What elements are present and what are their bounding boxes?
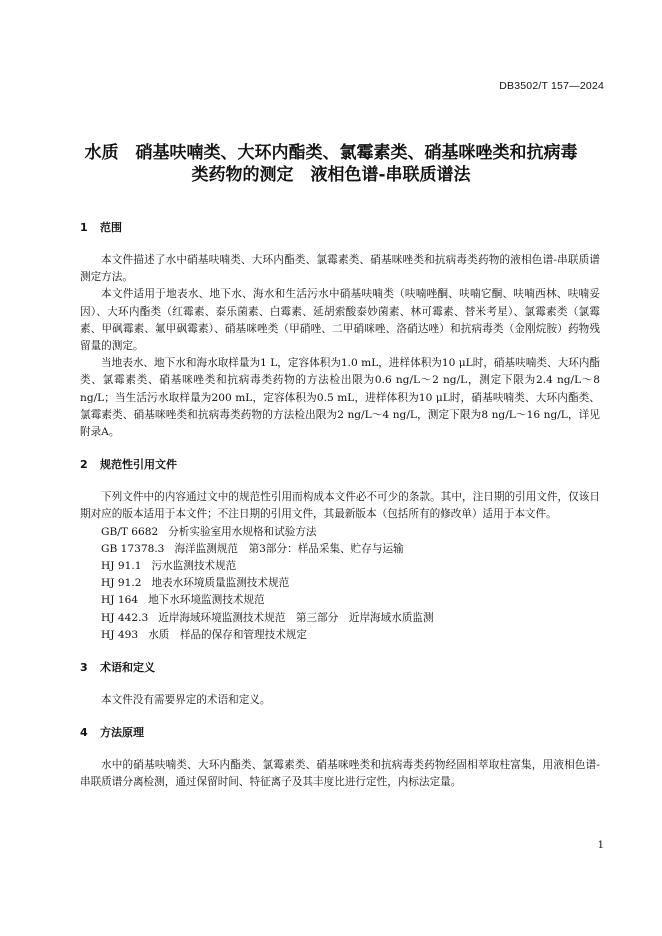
reference-item — [101, 592, 600, 609]
reference-code: GB/T 6682 — [101, 525, 159, 538]
section-title: 范围 — [100, 221, 122, 234]
page-number: 1 — [597, 840, 604, 851]
reference-title: 分析实验室用水规格和试验方法 — [168, 525, 317, 538]
reference-code: HJ 91.1 — [101, 560, 142, 573]
section-number: 1 — [80, 221, 88, 234]
section-heading-normative-references — [80, 457, 600, 473]
reference-title: 地表水环境质量监测技术规范 — [151, 577, 290, 590]
reference-item — [101, 610, 600, 627]
reference-code: HJ 164 — [101, 594, 139, 607]
paragraph: 本文件没有需要界定的术语和定义。 — [101, 694, 271, 707]
section-title: 方法原理 — [100, 726, 144, 740]
paragraph: 下列文件中的内容通过文中的规范性引用而构成本文件必不可少的条款。其中，注日期的引用文件，仅该日期对应的版本适用于本文件；不注日期的引用文件，其最新版本（包括所有的修改单）适用于本文件。 — [80, 491, 600, 521]
section-number: 4 — [80, 726, 88, 740]
section-heading-terms — [80, 660, 600, 676]
document-body — [80, 220, 600, 792]
reference-code: GB 17378.3 — [101, 542, 165, 555]
section-number: 2 — [80, 458, 88, 472]
section-title: 术语和定义 — [100, 661, 155, 675]
reference-code: HJ 493 — [101, 628, 139, 641]
document-title — [60, 142, 602, 186]
reference-title: 海洋监测规范 第3部分：样品采集、贮存与运输 — [174, 542, 404, 555]
reference-title: 水质 样品的保存和管理技术规定 — [148, 628, 307, 641]
paragraph: 本文件适用于地表水、地下水、海水和生活污水中硝基呋喃类（呋喃唑酮、呋喃它酮、呋喃西林、呋喃妥因）、大环内酯类（红霉素、泰乐菌素、白霉素、延胡索酸泰妙菌素、林可霉素、替米考星）、氯霉素类（氯霉素、甲砜霉素、氟甲砜霉素）、硝基咪唑类（甲硝唑、二甲硝咪唑、洛硝达唑）和抗病毒类（金刚烷胺）药物残留量的测定。 — [80, 288, 600, 353]
reference-code: HJ 91.2 — [101, 577, 142, 590]
title-line-2: 类药物的测定 液相色谱-串联质谱法 — [191, 165, 471, 185]
reference-item — [101, 575, 600, 592]
paragraph: 水中的硝基呋喃类、大环内酯类、氯霉素类、硝基咪唑类和抗病毒类药物经固相萃取柱富集，用液相色谱-串联质谱分离检测，通过保留时间、特征离子及其丰度比进行定性，内标法定量。 — [80, 759, 600, 789]
title-line-1: 水质 硝基呋喃类、大环内酯类、氯霉素类、硝基咪唑类和抗病毒 — [84, 143, 578, 163]
reference-item — [101, 541, 600, 558]
reference-item — [101, 558, 600, 575]
document-code: DB3502/T 157—2024 — [499, 80, 604, 92]
reference-code: HJ 442.3 — [101, 611, 149, 624]
reference-item — [101, 627, 600, 644]
section-number: 3 — [80, 661, 88, 675]
paragraph: 当地表水、地下水和海水取样量为1 L，定容体积为1.0 mL，进样体积为10 μL时，硝基呋喃类、大环内酯类、氯霉素类、硝基咪唑类和抗病毒类药物的方法检出限为0.6 ng/L～2 ng/L，测定下限为2.4 ng/L～8 ng/L；当生活污水取样量为200 mL，定容体积为0.5 mL，进样体积为10 μL时，硝基呋喃类、大环内酯类、氯霉素类、硝基咪唑类和抗病毒类药物的方法检出限为2 ng/L～4 ng/L，测定下限为8 ng/L～16 ng/L，详见附录A。 — [80, 357, 600, 439]
section-heading-principle — [80, 725, 600, 741]
paragraph: 本文件描述了水中硝基呋喃类、大环内酯类、氯霉素类、硝基咪唑类和抗病毒类药物的液相色谱-串联质谱测定方法。 — [80, 254, 600, 284]
reference-list — [80, 524, 600, 644]
reference-title: 污水监测技术规范 — [151, 560, 237, 573]
reference-title: 地下水环境监测技术规范 — [148, 594, 265, 607]
section-title: 规范性引用文件 — [100, 458, 177, 472]
reference-title: 近岸海域环境监测技术规范 第三部分 近岸海域水质监测 — [158, 611, 434, 624]
section-heading-scope — [80, 220, 600, 236]
reference-item — [101, 524, 600, 541]
